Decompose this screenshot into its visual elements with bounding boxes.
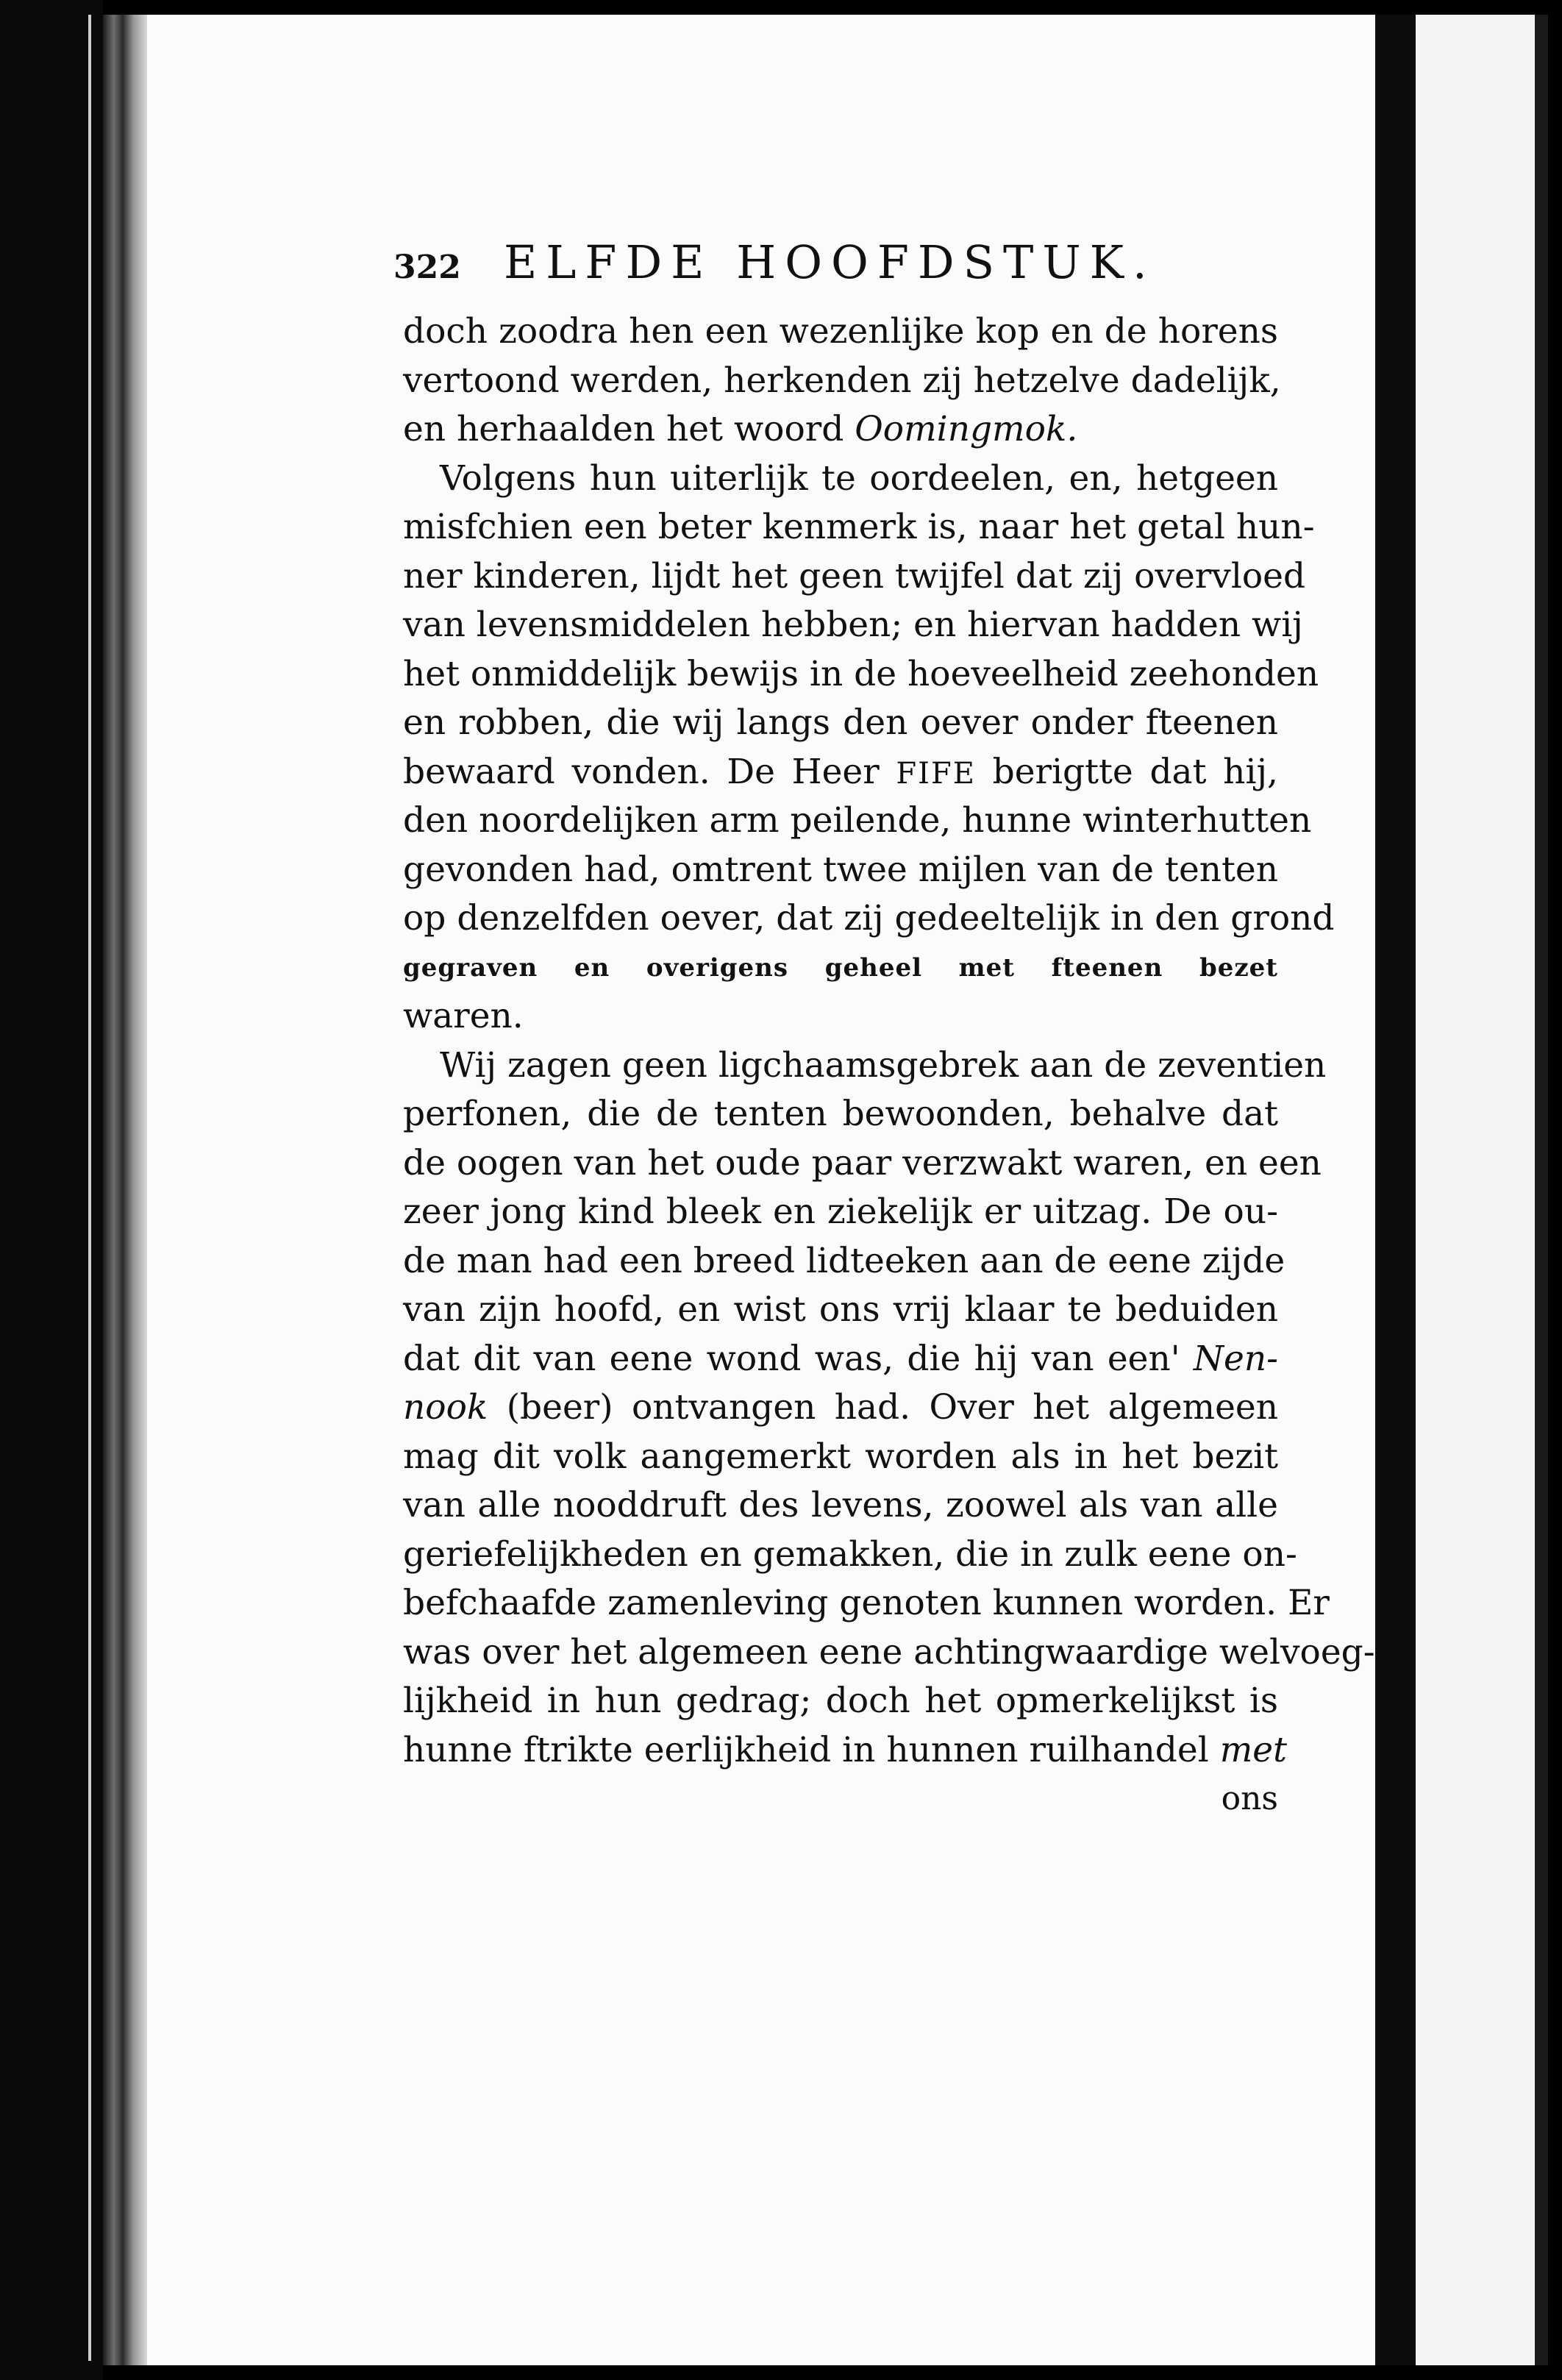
italic-word-met: met: [1219, 1729, 1287, 1770]
text-line-7: van levensmiddelen hebben; en hiervan hadden wij: [403, 605, 1303, 645]
catchword: ons: [1221, 1780, 1278, 1817]
page-gutter: [103, 15, 147, 2365]
text-line-3-lead: en herhaalden het woord: [403, 409, 855, 449]
italic-word-nennook-end: nook: [403, 1387, 488, 1428]
text-line-1: doch zoodra hen een wezenlijke kop en de horens: [403, 311, 1278, 352]
text-line-22-lead: dat dit van eene wond was, die hij van een': [403, 1338, 1194, 1379]
text-line-13: op denzelfden oever, dat zij gedeeltelijk in den grond: [403, 898, 1335, 938]
text-line-30-lead: hunne ftrikte eerlijkheid in hunnen ruilhandel: [403, 1729, 1220, 1770]
text-line-14: gegraven en overigens geheel met fteenen bezet: [403, 952, 1278, 983]
text-line-5: misfchien een beter kenmerk is, naar het getal hun-: [403, 507, 1315, 547]
text-line-18: de oogen van het oude paar verzwakt waren, en een: [403, 1142, 1322, 1183]
text-line-28: was over het algemeen eene achtingwaardige welvoeg-: [403, 1631, 1375, 1672]
scan-left-margin: [0, 0, 103, 2380]
text-line-30: [403, 1726, 1287, 1775]
text-line-10-lead: bewaard vonden. De Heer: [403, 751, 896, 792]
text-line-15: waren.: [403, 996, 524, 1036]
text-line-10-tail: berigtte dat hij,: [975, 751, 1278, 792]
text-line-27: befchaafde zamenleving genoten kunnen worden. Er: [403, 1583, 1330, 1623]
text-line-11: den noordelijken arm peilende, hunne winterhutten: [403, 800, 1312, 841]
italic-word-nennook-start: Nen-: [1193, 1338, 1278, 1379]
text-line-8: het onmiddelijk bewijs in de hoeveelheid zeehonden: [403, 653, 1319, 694]
page-number: 322: [393, 249, 461, 286]
facing-page-edge: [1416, 15, 1548, 2365]
text-line-29: lijkheid in hun gedrag; doch het opmerkelijkst is: [403, 1681, 1278, 1721]
text-line-16: Wij zagen geen ligchaamsgebrek aan de zeventien: [440, 1044, 1327, 1086]
running-head: [393, 235, 1276, 302]
text-line-23-tail: (beer) ontvangen had. Over het algemeen: [488, 1387, 1278, 1428]
text-line-25: van alle nooddruft des levens, zoowel als van alle: [403, 1485, 1278, 1525]
text-line-4: Volgens hun uiterlijk te oordeelen, en, hetgeen: [440, 457, 1278, 499]
text-line-20: de man had een breed lidteeken aan de eene zijde: [403, 1240, 1285, 1281]
body-text: [403, 307, 1375, 1824]
chapter-title: ELFDE HOOFDSTUK.: [504, 235, 1156, 289]
text-line-6: ner kinderen, lijdt het geen twijfel dat zij overvloed: [403, 555, 1306, 596]
scan-streak: [88, 15, 91, 2361]
text-line-26: geriefelijkheden en gemakken, die in zulk eene on-: [403, 1533, 1297, 1575]
text-line-19: zeer jong kind bleek en ziekelijk er uitzag. De ou-: [403, 1191, 1278, 1232]
text-line-22: [403, 1335, 1278, 1384]
text-line-10: [403, 748, 1278, 797]
facing-page-border: [1535, 15, 1548, 2365]
text-line-24: mag dit volk aangemerkt worden als in het bezit: [403, 1436, 1278, 1477]
text-line-9: en robben, die wij langs den oever onder fteenen: [403, 702, 1278, 743]
text-line-3: [403, 405, 1278, 455]
small-caps-fife: FIFE: [896, 756, 976, 791]
italic-word-oomingmok: Oomingmok.: [855, 409, 1078, 449]
text-line-17: perfonen, die de tenten bewoonden, behalve dat: [403, 1094, 1278, 1134]
binding-shadow: [1375, 15, 1416, 2365]
text-line-21: van zijn hoofd, en wist ons vrij klaar te beduiden: [403, 1289, 1278, 1330]
text-line-2: vertoond werden, herkenden zij hetzelve dadelijk,: [403, 360, 1281, 401]
text-line-23: [403, 1383, 1278, 1433]
text-line-12: gevonden had, omtrent twee mijlen van de tenten: [403, 849, 1278, 890]
scan-right-margin: [1548, 0, 1562, 2380]
